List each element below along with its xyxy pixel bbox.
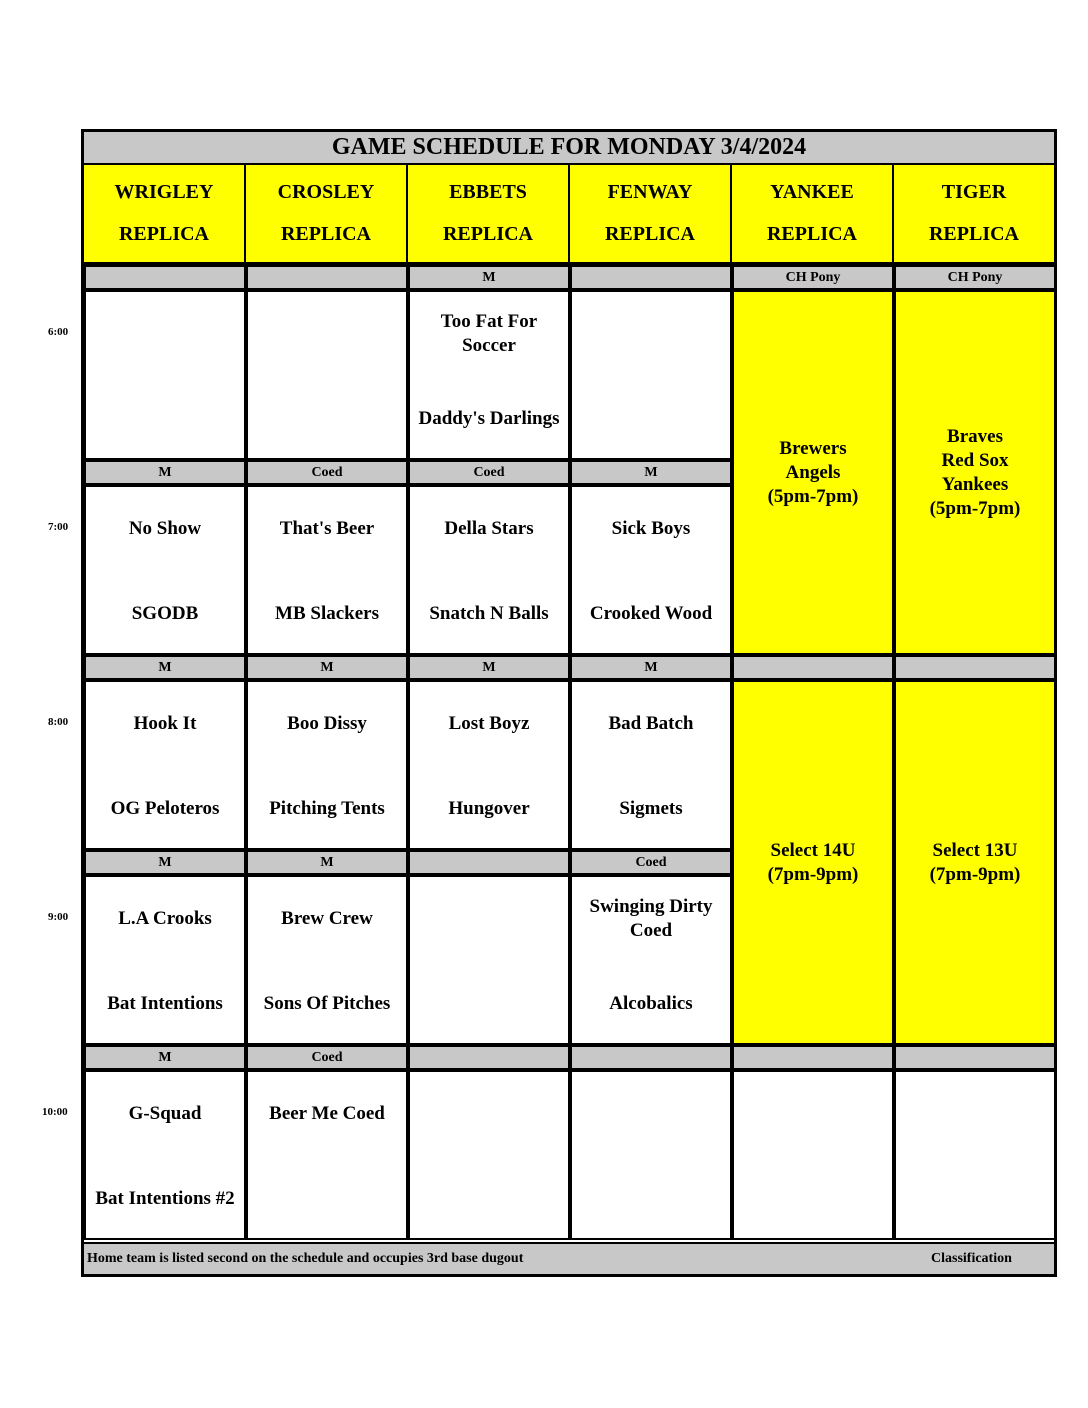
game-cell: [84, 485, 246, 655]
classification-bar: [246, 265, 408, 290]
home-team: MB Slackers: [275, 603, 379, 624]
field-type: REPLICA: [118, 223, 209, 246]
home-team: Snatch N Balls: [429, 603, 549, 624]
field-header-wrigley: [84, 165, 246, 265]
classification-bar: [84, 265, 246, 290]
home-team: Alcobalics: [609, 993, 693, 1014]
field-name: FENWAY: [607, 180, 693, 203]
game-cell: [408, 485, 570, 655]
away-team: That's Beer: [279, 518, 375, 539]
classification-bar: [570, 1045, 732, 1070]
classification-bar: [408, 850, 570, 875]
time-label: 8:00: [48, 716, 69, 728]
away-team: L.A Crooks: [118, 908, 212, 929]
home-team: Bat Intentions #2: [95, 1188, 235, 1209]
home-team: Daddy's Darlings: [418, 408, 560, 429]
field-header-crosley: [246, 165, 408, 265]
home-team: SGODB: [131, 603, 199, 624]
page-title: GAME SCHEDULE FOR MONDAY 3/4/2024: [84, 132, 1054, 165]
reserved-block-tiger-early: [894, 290, 1056, 655]
away-team: Boo Dissy: [287, 713, 367, 734]
classification-bar: CH Pony: [732, 265, 894, 290]
home-team: Bat Intentions: [107, 993, 223, 1014]
home-team: Sigmets: [619, 798, 683, 819]
classification-bar: M: [84, 655, 246, 680]
reserved-block-text: Brewers Angels (5pm-7pm): [767, 437, 859, 507]
time-label: 10:00: [42, 1106, 68, 1118]
home-team: Crooked Wood: [589, 603, 713, 624]
game-cell: [246, 290, 408, 460]
classification-bar: M: [570, 460, 732, 485]
reserved-block-text: Select 13U (7pm-9pm): [929, 839, 1021, 885]
game-cell: [408, 680, 570, 850]
field-type: REPLICA: [442, 223, 533, 246]
game-cell: [570, 875, 732, 1045]
classification-bar: [894, 655, 1056, 680]
time-label: 9:00: [48, 911, 69, 923]
classification-bar: [570, 265, 732, 290]
away-team: Too Fat For Soccer: [440, 311, 538, 356]
classification-bar: M: [84, 850, 246, 875]
classification-bar: M: [246, 655, 408, 680]
away-team: Lost Boyz: [448, 713, 530, 734]
home-team: Sons Of Pitches: [263, 993, 391, 1014]
field-name: YANKEE: [770, 180, 854, 203]
away-team: Swinging Dirty Coed: [589, 896, 713, 941]
reserved-block-yankee-late: [732, 680, 894, 1045]
field-name: TIGER: [941, 180, 1007, 203]
home-team: OG Peloteros: [110, 798, 220, 819]
away-team: Beer Me Coed: [269, 1103, 385, 1124]
away-team: Sick Boys: [611, 518, 691, 539]
field-header-yankee: [732, 165, 894, 265]
away-team: Della Stars: [444, 518, 534, 539]
field-type: REPLICA: [604, 223, 695, 246]
game-cell: [570, 1070, 732, 1240]
time-label: 7:00: [48, 521, 69, 533]
reserved-block-yankee-early: [732, 290, 894, 655]
game-cell: [84, 1070, 246, 1240]
reserved-block-tiger-late: [894, 680, 1056, 1045]
classification-bar: [894, 1045, 1056, 1070]
classification-bar: M: [84, 460, 246, 485]
away-team: Bad Batch: [608, 713, 694, 734]
reserved-block-text: Braves Red Sox Yankees (5pm-7pm): [929, 425, 1021, 519]
game-cell: [570, 290, 732, 460]
field-name: CROSLEY: [277, 180, 375, 203]
game-cell: [408, 290, 570, 460]
game-cell: [408, 1070, 570, 1240]
time-label: 6:00: [48, 326, 69, 338]
reserved-block-text: Select 14U (7pm-9pm): [767, 839, 859, 885]
field-name: EBBETS: [449, 180, 527, 203]
field-type: REPLICA: [928, 223, 1019, 246]
game-cell: [732, 1070, 894, 1240]
field-name: WRIGLEY: [114, 180, 214, 203]
home-team: Pitching Tents: [269, 798, 385, 819]
field-type: REPLICA: [766, 223, 857, 246]
game-cell: [894, 1070, 1056, 1240]
away-team: Brew Crew: [281, 908, 373, 929]
classification-bar: Coed: [408, 460, 570, 485]
game-cell: [570, 485, 732, 655]
classification-bar: M: [84, 1045, 246, 1070]
classification-bar: Coed: [246, 460, 408, 485]
game-cell: [246, 680, 408, 850]
game-cell: [246, 875, 408, 1045]
classification-bar: [732, 655, 894, 680]
classification-bar: CH Pony: [894, 265, 1056, 290]
field-header-tiger: [894, 165, 1056, 265]
away-team: G-Squad: [128, 1103, 202, 1124]
away-team: No Show: [128, 518, 202, 539]
classification-bar: [732, 1045, 894, 1070]
field-type: REPLICA: [280, 223, 371, 246]
away-team: Hook It: [133, 713, 197, 734]
footer-bar: [84, 1242, 1054, 1274]
field-header-ebbets: [408, 165, 570, 265]
footer-classification-label: Classification: [931, 1251, 1012, 1266]
game-cell: [246, 485, 408, 655]
field-header-fenway: [570, 165, 732, 265]
classification-bar: Coed: [570, 850, 732, 875]
game-cell: [570, 680, 732, 850]
classification-bar: [408, 1045, 570, 1070]
game-cell: [84, 290, 246, 460]
game-cell: [246, 1070, 408, 1240]
footer-note: Home team is listed second on the schedule and occupies 3rd base dugout: [87, 1251, 524, 1266]
classification-bar: M: [246, 850, 408, 875]
classification-bar: M: [570, 655, 732, 680]
classification-bar: Coed: [246, 1045, 408, 1070]
game-cell: [84, 680, 246, 850]
classification-bar: M: [408, 655, 570, 680]
home-team: Hungover: [448, 798, 530, 819]
game-cell: [84, 875, 246, 1045]
classification-bar: M: [408, 265, 570, 290]
game-cell: [408, 875, 570, 1045]
